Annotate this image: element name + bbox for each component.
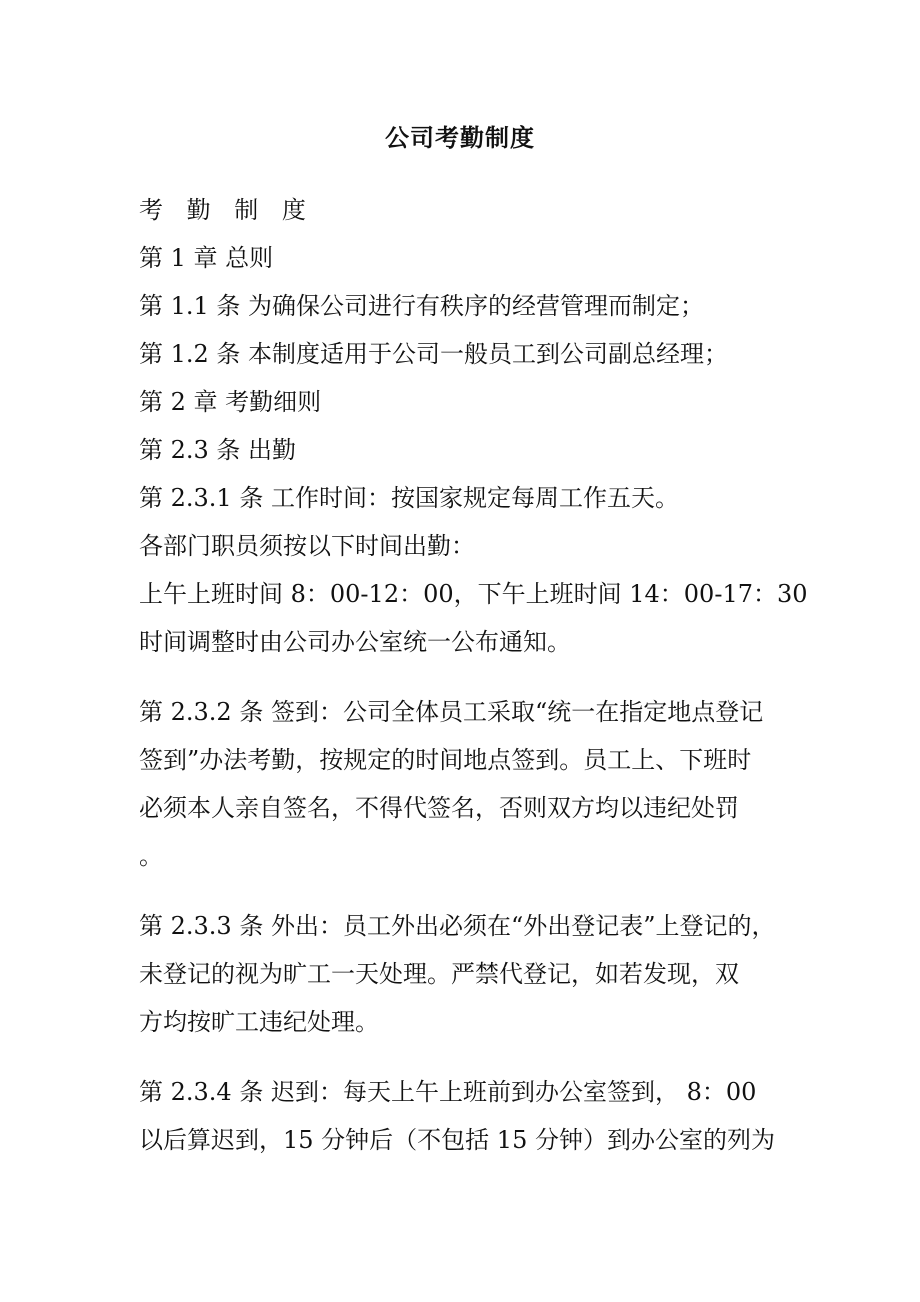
chapter-2-heading: 第 2 章 考勤细则 [139, 388, 322, 416]
chapter-1-heading: 第 1 章 总则 [139, 244, 274, 272]
article-2-3-2-line: 签到”办法考勤，按规定的时间地点签到。员工上、下班时 [139, 746, 752, 774]
paragraph-spacer [139, 880, 789, 902]
article-2-3-3-line: 未登记的视为旷工一天处理。严禁代登记，如若发现，双 [139, 960, 739, 988]
document-title: 公司考勤制度 [385, 123, 535, 152]
article-2-3-4 [139, 1068, 789, 1164]
article-2-3-1-line: 时间调整时由公司办公室统一公布通知。 [139, 628, 571, 656]
article-1-1: 第 1.1 条 为确保公司进行有秩序的经营管理而制定； [139, 292, 705, 320]
article-2-3-3-line: 第 2.3.3 条 外出：员工外出必须在“外出登记表”上登记的， [139, 912, 776, 940]
article-2-3-3-line: 方均按旷工违纪处理。 [139, 1008, 379, 1036]
article-2-3-4-line: 第 2.3.4 条 迟到：每天上午上班前到办公室签到， 8：00 [139, 1078, 757, 1106]
article-2-3-1 [139, 474, 808, 666]
article-2-3-1-line: 第 2.3.1 条 工作时间：按国家规定每周工作五天。 [139, 484, 679, 512]
article-2-3-2-line: 第 2.3.2 条 签到：公司全体员工采取“统一在指定地点登记 [139, 698, 764, 726]
section-heading: 考 勤 制 度 [139, 196, 314, 224]
article-2-3-1-line: 各部门职员须按以下时间出勤： [139, 532, 475, 560]
paragraph-spacer [139, 1046, 789, 1068]
article-2-3-2 [139, 688, 789, 880]
article-2-3-2-line: 。 [139, 842, 163, 870]
paragraph-spacer [139, 666, 789, 688]
article-2-3-3 [139, 902, 789, 1046]
article-2-3-1-line: 上午上班时间 8：00-12：00，下午上班时间 14：00-17：30 [139, 580, 808, 608]
article-2-3: 第 2.3 条 出勤 [139, 436, 297, 464]
article-2-3-4-line: 以后算迟到，15 分钟后（不包括 15 分钟）到办公室的列为 [139, 1126, 775, 1154]
article-2-3-2-line: 必须本人亲自签名，不得代签名，否则双方均以违纪处罚 [139, 794, 739, 822]
article-1-2: 第 1.2 条 本制度适用于公司一般员工到公司副总经理； [139, 340, 729, 368]
document-body [139, 186, 808, 1164]
